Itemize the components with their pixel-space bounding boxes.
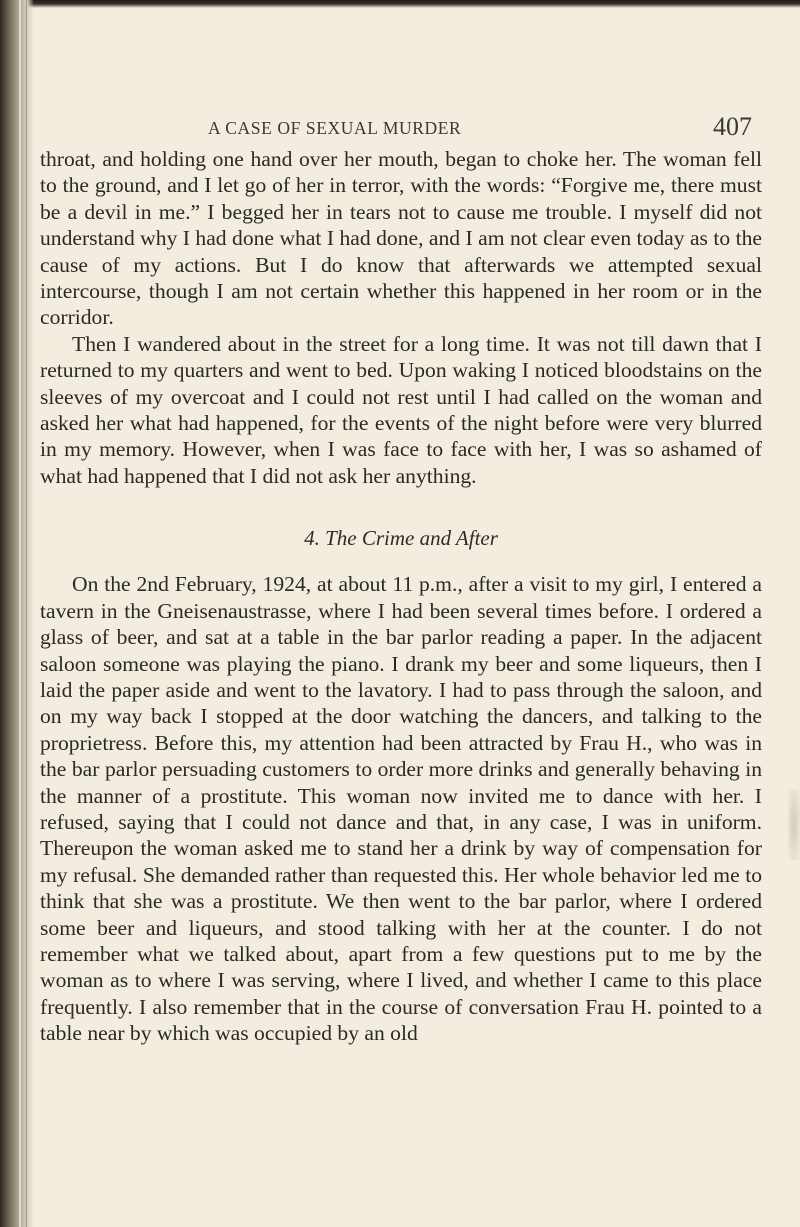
paragraph: throat, and holding one hand over her mouth, began to choke her. The woman fell to the ground, and I let go of her in terror, with the words: “Forgive me, there must be a devil in me.” I begged her in tears not to cause me trouble. I myself did not understand why I had done what I had done, and I am not clear even today as to the cause of my actions. But I do know that afterwards we attempted sexual intercourse, though I am not certain whether this happened in her room or in the corridor.: [40, 147, 762, 330]
section-heading: 4. The Crime and After: [304, 526, 498, 551]
page-number: 407: [713, 112, 752, 141]
page-top-shadow: [0, 0, 800, 8]
binding-highlight: [19, 0, 21, 1227]
binding-crease: [26, 0, 27, 1227]
page-smudge: [788, 790, 800, 860]
book-page: [40, 112, 762, 1047]
paragraph: On the 2nd February, 1924, at about 11 p.m., after a visit to my girl, I entered a tavern in the Gneisenaustrasse, where I had been several times before. I ordered a glass of beer, and sat at a table in the bar parlor reading a paper. In the adjacent saloon someone was playing the piano. I drank my beer and some liqueurs, then I laid the paper aside and went to the lavatory. I had to pass through the saloon, and on my way back I stopped at the door watching the dancers, and talking to the proprietress. Before this, my attention had been attracted by Frau H., who was in the bar parlor persuading customers to order more drinks and generally behaving in the manner of a prostitute. This woman now invited me to dance with her. I refused, saying that I could not dance and that, in any case, I was in uniform. Thereupon the woman asked me to stand her a drink by way of compensation for my refusal. She demanded rather than requested this. Her whole behavior led me to think that she was a prostitute. We then went to the bar parlor, where I ordered some beer and liqueurs, and stood talking with her at the counter. I do not remember what we talked about, apart from a few questions put to me by the woman as to where I was serving, where I lived, and whether I came to this place frequently. I also remember that in the course of conversation Frau H. pointed to a table near by which was occupied by an old: [40, 572, 762, 1046]
running-head: [40, 112, 762, 146]
book-binding-edge: [0, 0, 34, 1227]
running-title: A CASE OF SEXUAL MURDER: [208, 118, 462, 138]
paragraph: Then I wandered about in the street for a long time. It was not till dawn that I returned to my quarters and went to bed. Upon waking I noticed bloodstains on the sleeves of my overcoat and I could not rest until I had called on the woman and asked her what had happened, for the events of the night before were very blurred in my memory. However, when I was face to face with her, I was so ashamed of what had happened that I did not ask her anything.: [40, 331, 762, 488]
